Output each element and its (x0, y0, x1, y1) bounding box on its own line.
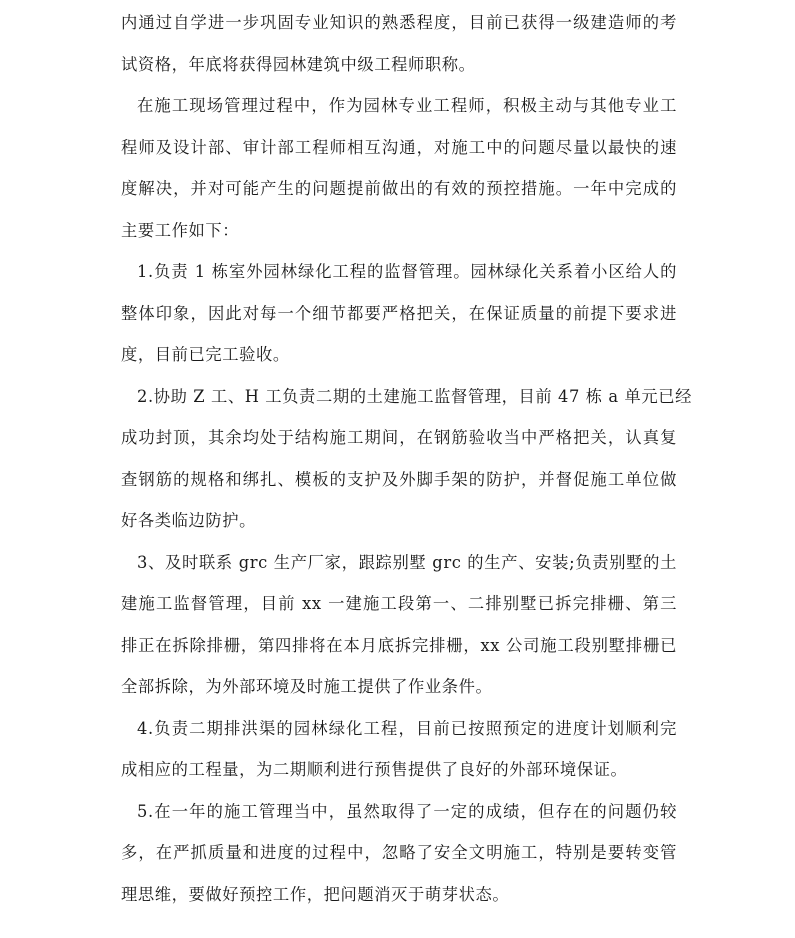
paragraph-site-management (121, 85, 677, 251)
text-line: 全部拆除，为外部环境及时施工提供了作业条件。 (121, 677, 493, 696)
text-line: 5.在一年的施工管理当中，虽然取得了一定的成绩，但存在的问题仍较 (137, 801, 677, 821)
text-line: 成功封顶，其余均处于结构施工期间，在钢筋验收当中严格把关，认真复 (121, 428, 677, 447)
text-line: 在施工现场管理过程中，作为园林专业工程师，积极主动与其他专业工 (137, 96, 677, 115)
text-line: 排正在拆除排栅，第四排将在本月底拆完排栅，xx 公司施工段别墅排栅已 (121, 635, 677, 655)
text-line: 内通过自学进一步巩固专业知识的熟悉程度，目前已获得一级建造师的考 (121, 13, 677, 32)
text-line: 理思维，要做好预控工作，把问题消灭于萌芽状态。 (121, 884, 510, 904)
paragraph-item-3 (121, 542, 677, 708)
text-line: 4.负责二期排洪渠的园林绿化工程，目前已按照预定的进度计划顺利完 (137, 718, 677, 738)
text-line: 3、及时联系 grc 生产厂家，跟踪别墅 grc 的生产、安装;负责别墅的土 (137, 552, 677, 572)
text-line: 1.负责 1 栋室外园林绿化工程的监督管理。园林绿化关系着小区给人的 (137, 262, 677, 281)
text-line: 成相应的工程量，为二期顺利进行预售提供了良好的外部环境保证。 (121, 760, 628, 779)
text-line: 试资格，年底将获得园林建筑中级工程师职称。 (121, 54, 476, 74)
text-line: 度解决，并对可能产生的问题提前做出的有效的预控措施。一年中完成的 (121, 179, 677, 198)
text-line: 查钢筋的规格和绑扎、模板的支护及外脚手架的防护，并督促施工单位做 (121, 469, 677, 489)
paragraph-item-2 (121, 376, 693, 542)
text-line: 好各类临边防护。 (121, 511, 257, 530)
text-line: 整体印象，因此对每一个细节都要严格把关，在保证质量的前提下要求进 (121, 303, 677, 323)
body-text (121, 2, 693, 915)
paragraph-item-4 (121, 708, 677, 791)
text-line: 度，目前已完工验收。 (121, 345, 290, 364)
paragraph-continued (121, 2, 677, 85)
text-line: 程师及设计部、审计部工程师相互沟通，对施工中的问题尽量以最快的速 (121, 137, 677, 157)
paragraph-item-1 (121, 251, 677, 376)
paragraph-item-5 (121, 791, 677, 916)
text-line: 建施工监督管理，目前 xx 一建施工段第一、二排别墅已拆完排栅、第三 (121, 594, 677, 613)
text-line: 多，在严抓质量和进度的过程中，忽略了安全文明施工，特别是要转变管 (121, 843, 677, 862)
text-line: 2.协助 Z 工、H 工负责二期的土建施工监督管理，目前 47 栋 a 单元已经 (137, 386, 693, 406)
text-line: 主要工作如下： (121, 220, 240, 240)
